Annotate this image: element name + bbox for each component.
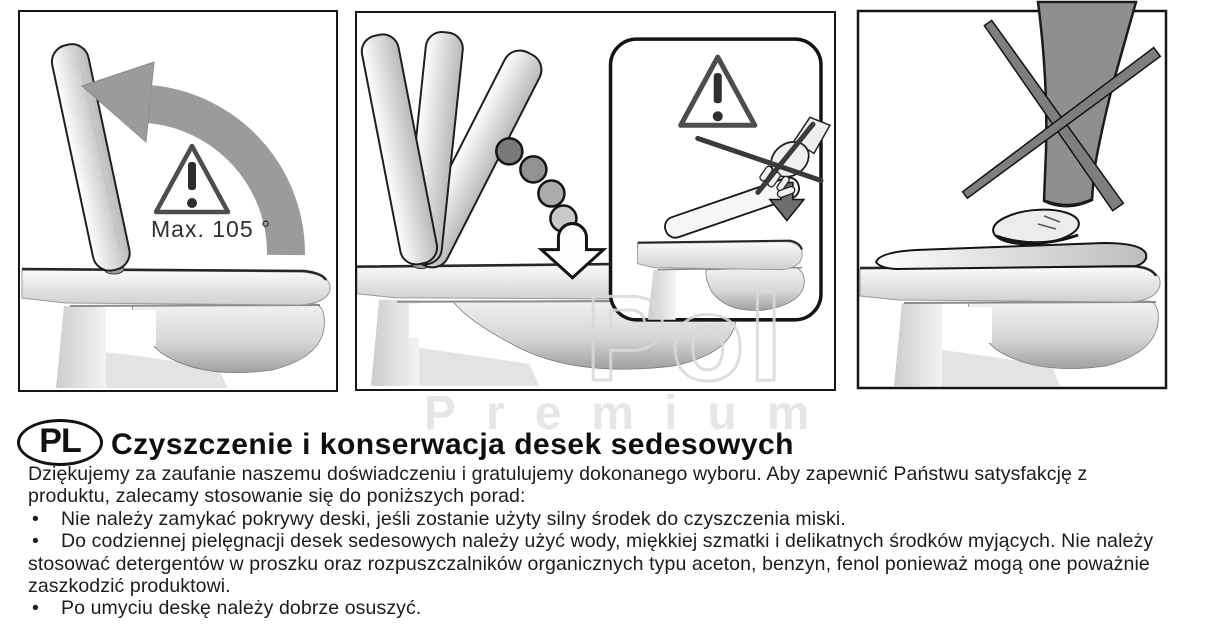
panel-max-open-angle-illustration [20, 12, 336, 390]
intro-text: Dziękujemy za zaufanie naszemu doświadczeniu i gratulujemy dokonanego wyboru. Aby zapewnić Państwu satysfakcję z produktu, zalecamy stosowanie się do poniższych porad: [28, 463, 1088, 508]
panel-max-open-angle [18, 10, 338, 392]
bullet-glyph: • [32, 530, 39, 553]
bullet-text: Do codziennej pielęgnacji desek sedesowych należy użyć wody, miękkiej szmatki i delikatnych środków myjących. Nie należy stosować detergentów w proszku oraz rozpuszczalników organicznych typu aceton, benzyn, fenol ponieważ mogą one poważnie zaszkodzić produktowi. [28, 530, 1154, 598]
pl-language-badge [17, 419, 103, 466]
bullet-glyph: • [32, 507, 39, 530]
panel-close-gently-illustration [357, 13, 834, 389]
bullet-text: Nie należy zamykać pokrywy deski, jeśli zostanie użyty silny środek do czyszczenia miski. [61, 507, 846, 530]
watermark-pol-text: Pol [585, 270, 787, 403]
motion-trail-dots-icon [496, 138, 576, 231]
intro-paragraph [28, 463, 1162, 508]
panel-close-gently [355, 11, 836, 391]
warning-triangle-icon [156, 146, 228, 212]
bullet-item [28, 508, 1162, 530]
bullet-item [28, 597, 1162, 619]
caution-inset-box [611, 39, 830, 320]
bullet-glyph: • [32, 597, 39, 620]
document-title: Czyszczenie i konserwacja desek sedesowych [111, 428, 795, 461]
panel-no-standing [852, 0, 1174, 392]
max-angle-caption: Max. 105 ° [151, 216, 272, 242]
bullet-item [28, 530, 1162, 597]
watermark-premium-text: Premium [424, 387, 840, 440]
care-instructions-text [28, 463, 1162, 620]
toilet-bowl-illustration [22, 264, 330, 388]
bullet-text: Po umyciu deskę należy dobrze osuszyć. [61, 597, 422, 620]
pl-language-label: PL [39, 422, 81, 460]
